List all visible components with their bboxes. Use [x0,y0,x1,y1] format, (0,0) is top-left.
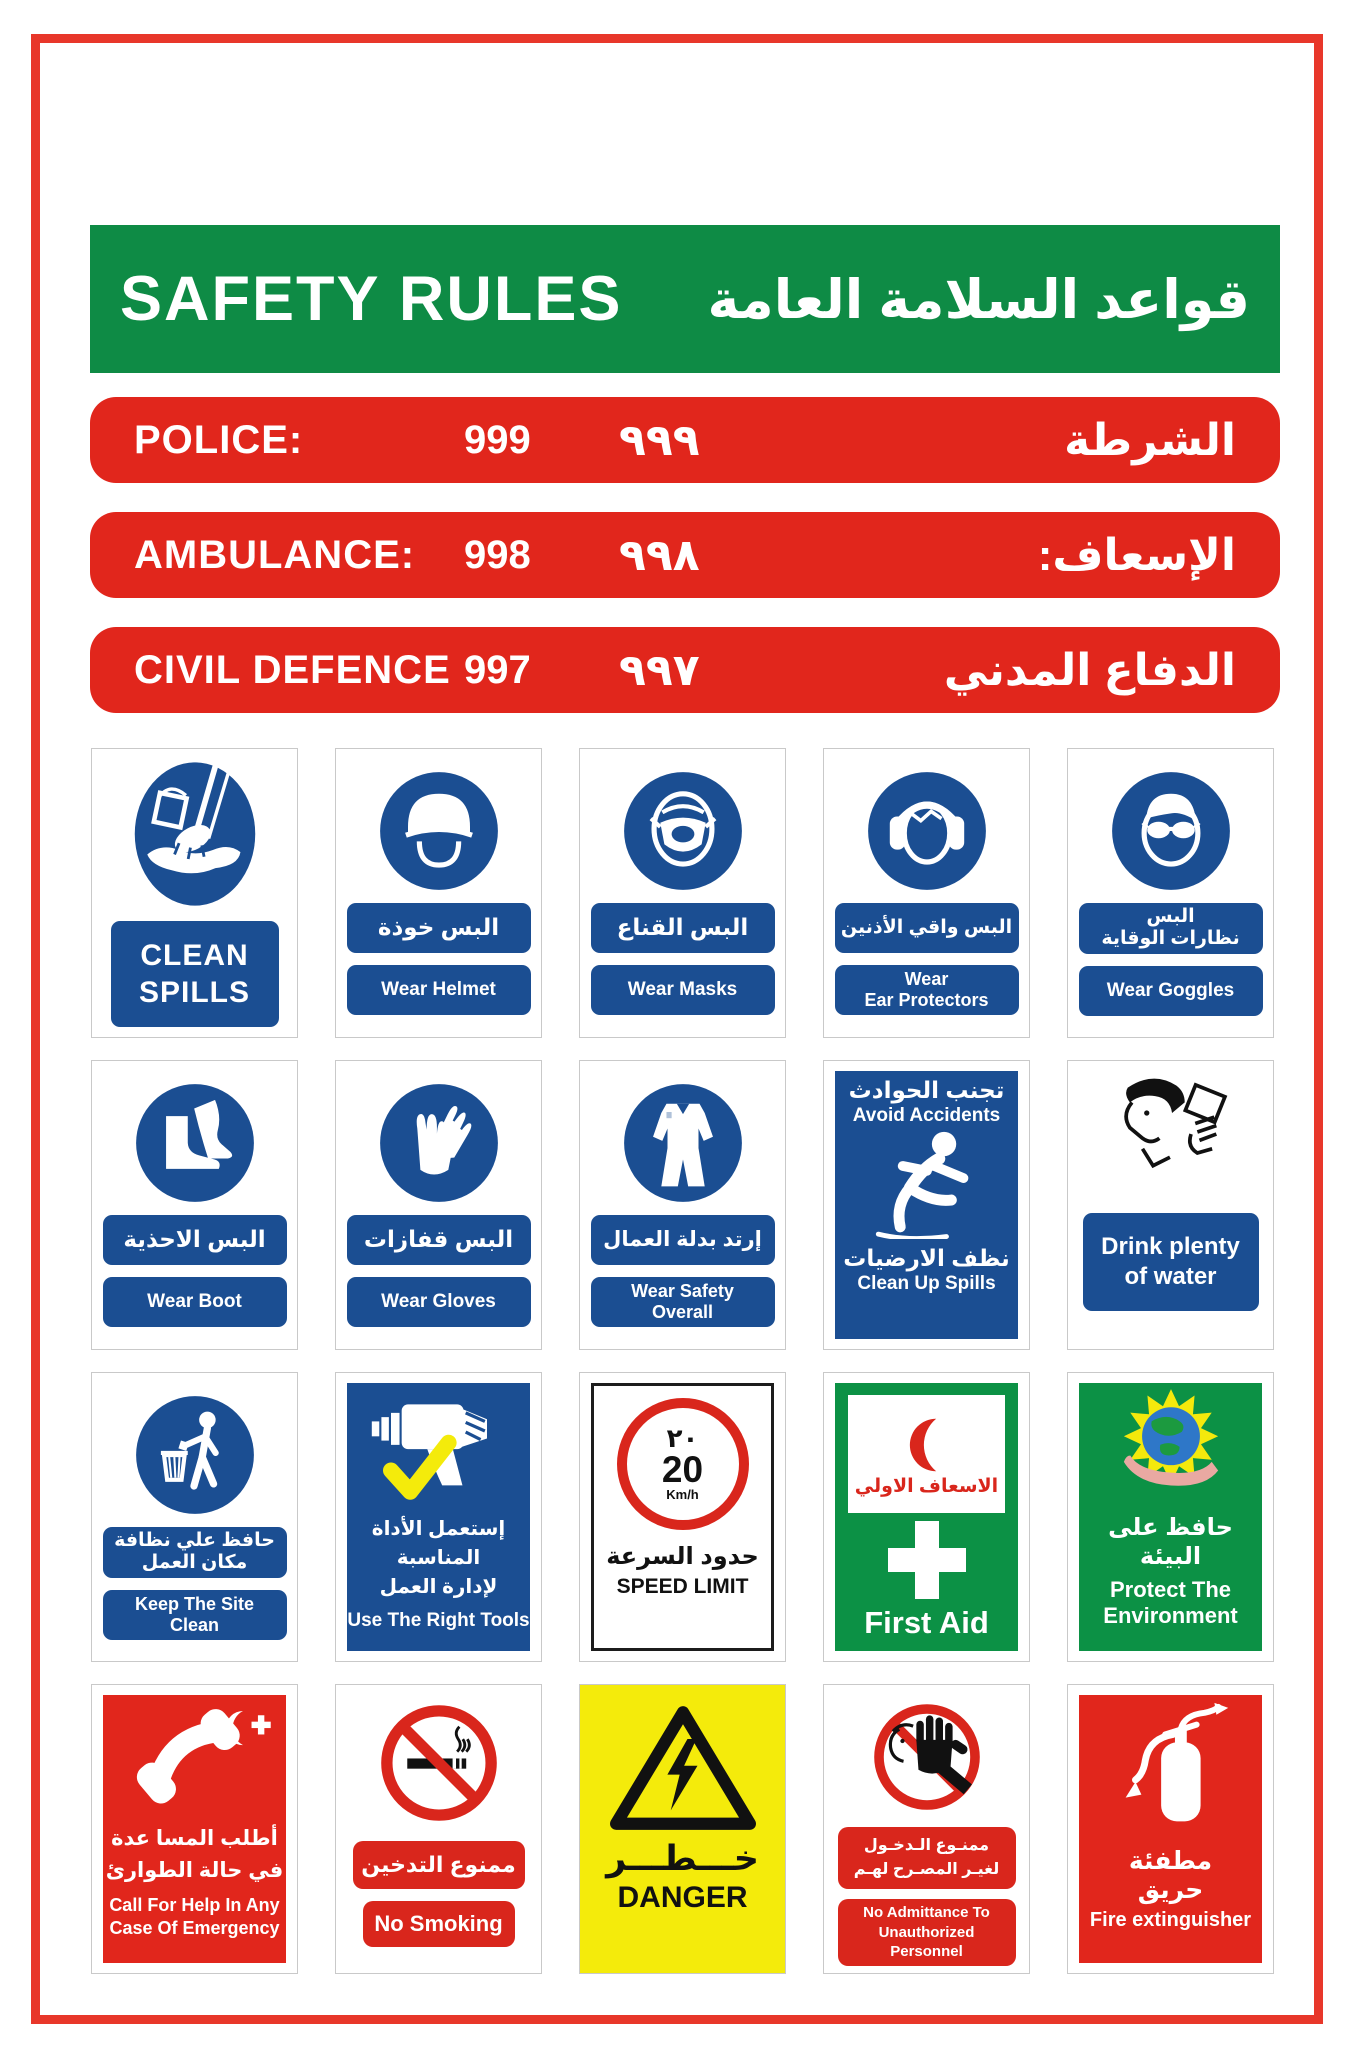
clean-up-spills-arabic: نظف الارضيات [843,1245,1010,1271]
avoid-accidents-arabic: تجنب الحوادث [848,1077,1005,1103]
wear-helmet-arabic-label: البس خوذة [347,903,531,953]
sign-wear-helmet [335,748,542,1038]
clean-spills-icon [126,759,264,909]
clean-spills-label: CLEAN SPILLS [111,921,279,1027]
sign-first-aid [823,1372,1030,1662]
use-right-tools-panel [347,1383,530,1651]
ambulance-label-english: AMBULANCE: [134,532,416,577]
first-aid-panel [835,1383,1018,1651]
keep-site-clean-icon [133,1393,257,1517]
wear-safety-overall-icon [621,1081,745,1205]
first-aid-cross-icon [888,1521,966,1599]
first-aid-arabic: الاسعاف الاولي [854,1475,999,1497]
no-entry-hand-icon [863,1693,991,1821]
civil-defence-label-english: CIVIL DEFENCE [134,647,451,692]
sign-danger [579,1684,786,1974]
police-number-bar [90,397,1280,483]
sign-speed-limit [579,1372,786,1662]
wear-goggles-icon [1109,769,1233,893]
wear-helmet-english-label: Wear Helmet [347,965,531,1015]
poster-title-english: SAFETY RULES [120,264,623,334]
safety-signs-grid [91,748,1274,1974]
wear-masks-english-label: Wear Masks [591,965,775,1015]
civil-defence-number-arabic: ٩٩٧ [619,645,700,695]
first-aid-crescent-box [848,1395,1005,1513]
ambulance-number-bar [90,512,1280,598]
police-label-english: POLICE: [134,417,304,462]
wear-masks-arabic-label: البس القناع [591,903,775,953]
electric-hazard-triangle-icon [605,1701,761,1835]
drill-check-icon [359,1383,519,1511]
protect-environment-arabic: حافظ على البيئة [1108,1514,1233,1570]
wear-boot-arabic-label: البس الاحذية [103,1215,287,1265]
drink-water-label: Drink plenty of water [1083,1213,1259,1311]
avoid-accidents-panel [835,1071,1018,1339]
slipping-person-icon [852,1127,1002,1239]
sign-avoid-accidents [823,1060,1030,1350]
fire-extinguisher-english: Fire extinguisher [1089,1908,1252,1931]
sign-wear-gloves [335,1060,542,1350]
no-smoking-english-label: No Smoking [363,1901,515,1947]
speed-limit-ring-icon: ٢٠ 20 Km/h [617,1398,749,1530]
ambulance-number: 998 [464,532,531,577]
sign-clean-spills [91,748,298,1038]
wear-goggles-arabic-label: البس نظارات الوقاية [1079,903,1263,954]
police-number-arabic: ٩٩٩ [619,415,700,465]
wear-boot-icon [133,1081,257,1205]
sign-drink-plenty-of-water [1067,1060,1274,1350]
poster-title-arabic: قواعد السلامة العامة [707,269,1250,330]
use-right-tools-arabic: إستعمل الأداة المناسبة لإدارة العمل [371,1518,506,1598]
clean-up-spills-english: Clean Up Spills [857,1273,996,1294]
wear-ear-protectors-english-label: Wear Ear Protectors [835,965,1019,1015]
wear-masks-icon [621,769,745,893]
red-crescent-icon [895,1413,959,1477]
wear-boot-english-label: Wear Boot [103,1277,287,1327]
sign-fire-extinguisher [1067,1684,1274,1974]
speed-limit-arabic: حدود السرعة [606,1543,759,1570]
wear-ear-protectors-arabic-label: البس واقي الأذنين [835,903,1019,953]
sign-keep-the-site-clean [91,1372,298,1662]
speed-limit-panel [591,1383,774,1651]
ambulance-label-arabic: الإسعاف: [1037,530,1236,580]
wear-gloves-english-label: Wear Gloves [347,1277,531,1327]
civil-defence-label-arabic: الدفاع المدني [943,645,1236,695]
call-for-help-english: Call For Help In Any Case Of Emergency [109,1895,280,1938]
no-admittance-english-label: No Admittance To Unauthorized Personnel [838,1899,1016,1966]
sign-wear-masks [579,748,786,1038]
sign-wear-boot [91,1060,298,1350]
fire-extinguisher-panel [1079,1695,1262,1963]
wear-gloves-arabic-label: البس قفازات [347,1215,531,1265]
fire-extinguisher-icon [1111,1697,1231,1845]
wear-safety-overall-arabic-label: إرتد بدلة العمال [591,1215,775,1265]
wear-gloves-icon [377,1081,501,1205]
police-number: 999 [464,417,531,462]
first-aid-english: First Aid [864,1605,989,1640]
drinking-person-icon [1091,1075,1251,1191]
wear-safety-overall-english-label: Wear Safety Overall [591,1277,775,1327]
sign-wear-ear-protectors [823,748,1030,1038]
ambulance-number-arabic: ٩٩٨ [619,530,700,580]
civil-defence-number-bar [90,627,1280,713]
call-for-help-arabic: أطلب المسا عدة في حالة الطوارئ [105,1827,284,1882]
protect-environment-panel [1079,1383,1262,1651]
sign-wear-safety-overall [579,1060,786,1350]
emergency-phone-icon [115,1699,275,1819]
danger-arabic: خـــطـــر [606,1839,759,1878]
wear-goggles-english-label: Wear Goggles [1079,966,1263,1016]
environment-emblem-icon [1096,1389,1246,1507]
protect-environment-english: Protect The Environment [1103,1577,1238,1629]
sign-no-smoking [335,1684,542,1974]
keep-site-clean-arabic-label: حافظ علي نظافة مكان العمل [103,1527,287,1578]
no-smoking-icon [371,1695,507,1831]
sign-use-the-right-tools [335,1372,542,1662]
police-label-arabic: الشرطة [1064,415,1236,465]
danger-english: DANGER [617,1881,748,1914]
no-smoking-arabic-label: ممنوع التدخين [353,1841,525,1889]
keep-site-clean-english-label: Keep The Site Clean [103,1590,287,1640]
sign-wear-goggles [1067,748,1274,1038]
wear-ear-protectors-icon [865,769,989,893]
use-right-tools-english: Use The Right Tools [347,1610,530,1631]
fire-extinguisher-arabic: مطفئة حريق [1128,1847,1213,1904]
avoid-accidents-english: Avoid Accidents [852,1105,1001,1126]
title-banner [90,225,1280,373]
no-admittance-arabic-label: ممنـوع الـدخـول لغيـر المصـرح لهـم [838,1827,1016,1889]
sign-protect-the-environment [1067,1372,1274,1662]
civil-defence-number: 997 [464,647,531,692]
call-for-help-panel [103,1695,286,1963]
sign-no-admittance [823,1684,1030,1974]
wear-helmet-icon [377,769,501,893]
sign-call-for-help [91,1684,298,1974]
speed-limit-english: SPEED LIMIT [616,1575,749,1598]
